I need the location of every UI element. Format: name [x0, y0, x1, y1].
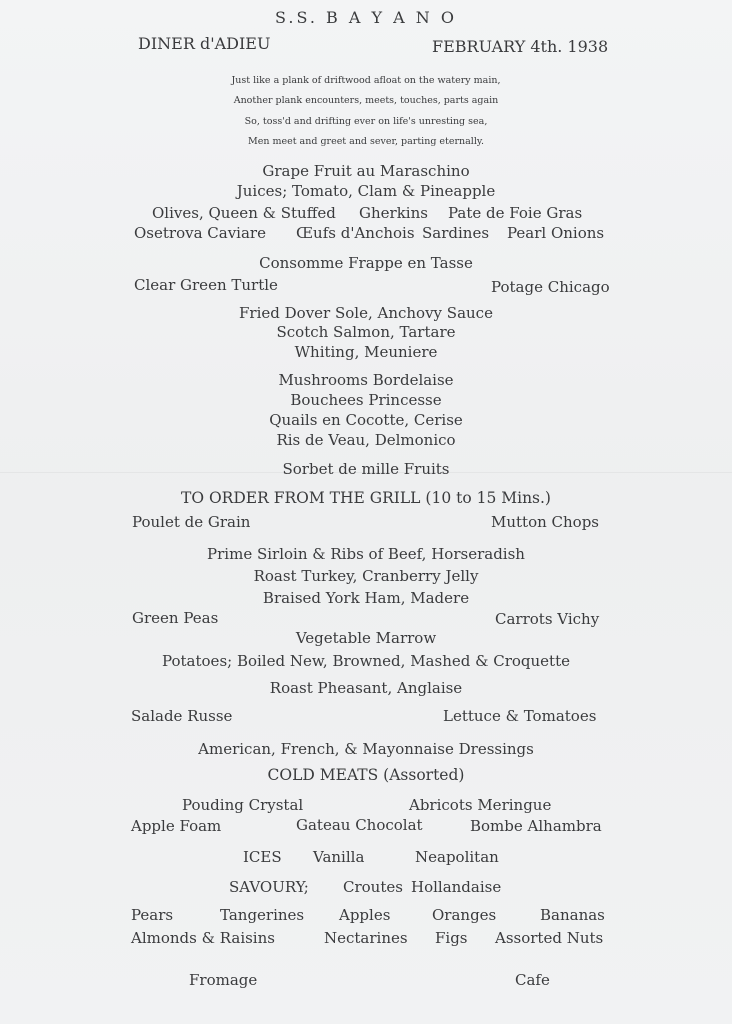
menu-item: Pears: [131, 906, 174, 924]
menu-item: Almonds & Raisins: [131, 929, 275, 947]
menu-item: Gherkins: [359, 204, 428, 222]
menu-item: Ris de Veau, Delmonico: [276, 431, 456, 449]
menu-item: Vegetable Marrow: [295, 629, 437, 647]
cold-meats-heading: COLD MEATS (Assorted): [267, 766, 465, 784]
menu-item: Œufs d'Anchois: [296, 224, 415, 242]
poem-line-1: Just like a plank of driftwood afloat on the watery main,: [231, 75, 501, 86]
menu-item: Apple Foam: [131, 817, 222, 835]
ices-heading: ICES: [243, 848, 282, 866]
menu-item: Tangerines: [220, 906, 305, 924]
menu-item: American, French, & Mayonnaise Dressings: [198, 740, 534, 758]
menu-item: Pearl Onions: [507, 224, 605, 242]
menu-item: Scotch Salmon, Tartare: [276, 323, 456, 341]
menu-item: Abricots Meringue: [409, 796, 552, 814]
menu-item: Olives, Queen & Stuffed: [152, 204, 336, 222]
menu-item: Roast Turkey, Cranberry Jelly: [253, 567, 479, 585]
menu-item: Consomme Frappe en Tasse: [259, 254, 473, 272]
menu-item: Mutton Chops: [491, 513, 600, 531]
menu-item: Clear Green Turtle: [134, 276, 278, 294]
poem-line-3: So, toss'd and drifting ever on life's unresting sea,: [244, 116, 488, 127]
menu-item: Sorbet de mille Fruits: [282, 460, 450, 478]
poem-line-2: Another plank encounters, meets, touches, parts again: [233, 95, 499, 106]
menu-item: Carrots Vichy: [495, 610, 600, 628]
menu-item: Bombe Alhambra: [470, 817, 602, 835]
menu-item: Fromage: [189, 971, 258, 989]
menu-item: Poulet de Grain: [132, 513, 251, 531]
dinner-title: DINER d'ADIEU: [138, 34, 271, 53]
menu-item: Juices; Tomato, Clam & Pineapple: [236, 182, 496, 200]
menu-item: Lettuce & Tomatoes: [443, 707, 597, 725]
menu-item: Green Peas: [132, 609, 219, 627]
menu-item: Sardines: [422, 224, 490, 242]
menu-item: Quails en Cocotte, Cerise: [269, 411, 463, 429]
menu-item: Apples: [339, 906, 391, 924]
menu-date: FEBRUARY 4th. 1938: [432, 37, 609, 56]
menu-item: Osetrova Caviare: [134, 224, 266, 242]
menu-item: Gateau Chocolat: [296, 816, 423, 834]
grill-heading: TO ORDER FROM THE GRILL (10 to 15 Mins.): [181, 489, 551, 507]
menu-item: Cafe: [515, 971, 550, 989]
menu-item: Assorted Nuts: [495, 929, 604, 947]
menu-item: Nectarines: [324, 929, 408, 947]
menu-item: Roast Pheasant, Anglaise: [269, 679, 463, 697]
menu-item: Braised York Ham, Madere: [262, 589, 470, 607]
menu-item: Figs: [435, 929, 468, 947]
menu-item: Neapolitan: [415, 848, 499, 866]
menu-item: Pate de Foie Gras: [448, 204, 583, 222]
menu-item: Grape Fruit au Maraschino: [262, 162, 470, 180]
menu-item: Vanilla: [313, 848, 365, 866]
savoury-heading: SAVOURY;: [229, 878, 309, 896]
poem-line-4: Men meet and greet and sever, parting eternally.: [247, 136, 485, 147]
menu-item: Mushrooms Bordelaise: [278, 371, 454, 389]
menu-item: Whiting, Meuniere: [294, 343, 438, 361]
menu-item: Potage Chicago: [491, 278, 610, 296]
menu-item: Potatoes; Boiled New, Browned, Mashed & Croquette: [162, 652, 570, 670]
menu-item: Bananas: [540, 906, 605, 924]
menu-item: Oranges: [432, 906, 497, 924]
menu-item: Prime Sirloin & Ribs of Beef, Horseradish: [207, 545, 525, 563]
ship-name: S.S. B A Y A N O: [274, 8, 457, 27]
menu-item: Croutes: [343, 878, 403, 896]
menu-item: Salade Russe: [131, 707, 233, 725]
menu-item: Bouchees Princesse: [290, 391, 442, 409]
menu-item: Pouding Crystal: [182, 796, 304, 814]
menu-item: Hollandaise: [411, 878, 502, 896]
menu-item: Fried Dover Sole, Anchovy Sauce: [239, 304, 493, 322]
